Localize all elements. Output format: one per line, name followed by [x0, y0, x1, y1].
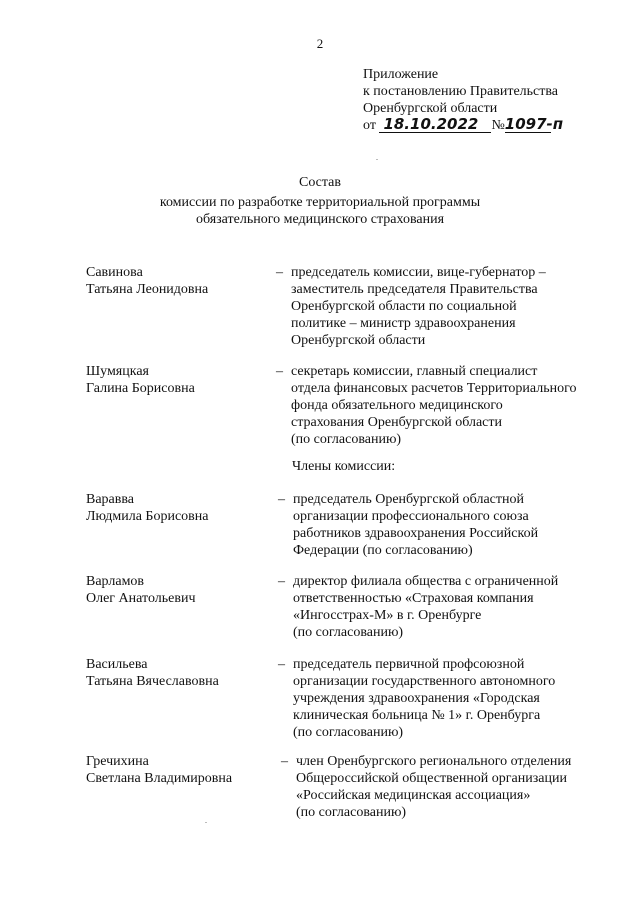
- member-name: [86, 264, 286, 298]
- date-prefix: от: [363, 118, 376, 133]
- role-line: Оренбургской области: [291, 333, 426, 348]
- member-given-name: Галина Борисовна: [86, 381, 195, 396]
- scan-speck: [205, 822, 207, 823]
- members-heading: Члены комиссии:: [292, 459, 396, 474]
- member-role: [291, 363, 576, 448]
- title-line-1: комиссии по разработке территориальной программы: [159, 195, 481, 210]
- member-surname: Варламов: [86, 574, 145, 589]
- member-given-name: Олег Анатольевич: [86, 591, 196, 606]
- member-dash: –: [278, 657, 285, 672]
- member-name: [86, 753, 286, 787]
- member-dash: –: [276, 265, 283, 280]
- appendix-date-line: [363, 115, 564, 134]
- role-line: работников здравоохранения Российской: [293, 526, 539, 541]
- member-name: [86, 491, 286, 525]
- role-line: председатель комиссии, вице-губернатор –: [291, 265, 546, 280]
- role-line: отдела финансовых расчетов Территориального: [291, 381, 577, 396]
- member-surname: Варавва: [86, 492, 135, 507]
- member-role: [293, 573, 558, 641]
- document-title: [0, 174, 640, 228]
- member-given-name: Татьяна Леонидовна: [86, 282, 209, 297]
- role-line: член Оренбургского регионального отделения: [296, 754, 572, 769]
- member-given-name: Светлана Владимировна: [86, 771, 233, 786]
- role-line: организации профессионального союза: [293, 509, 529, 524]
- member-dash: –: [281, 754, 288, 769]
- role-line: заместитель председателя Правительства: [291, 282, 538, 297]
- appendix-region: Оренбургской области: [363, 101, 498, 116]
- role-line: учреждения здравоохранения «Городская: [293, 691, 540, 706]
- member-role: [293, 656, 555, 741]
- member-role: [296, 753, 571, 821]
- role-line: ответственностью «Страховая компания: [293, 591, 534, 606]
- role-line: клиническая больница № 1» г. Оренбурга: [293, 708, 541, 723]
- page-number: 2: [316, 36, 324, 51]
- role-line: директор филиала общества с ограниченной: [293, 574, 559, 589]
- member-role: [293, 491, 538, 559]
- member-surname: Шумяцкая: [86, 364, 149, 379]
- role-line: Общероссийской общественной организации: [296, 771, 567, 786]
- title-line-2: обязательного медицинского страхования: [195, 212, 445, 227]
- scan-speck: [376, 159, 378, 160]
- member-name: [86, 656, 286, 690]
- member-role: [291, 264, 546, 349]
- member-dash: –: [278, 574, 285, 589]
- role-line: секретарь комиссии, главный специалист: [291, 364, 538, 379]
- member-surname: Васильева: [86, 657, 148, 672]
- member-dash: –: [278, 492, 285, 507]
- role-line: (по согласованию): [291, 432, 402, 447]
- member-given-name: Татьяна Вячеславовна: [86, 674, 219, 689]
- role-line: «Российская медицинская ассоциация»: [296, 788, 531, 803]
- appendix-label: Приложение: [363, 67, 439, 82]
- role-line: председатель первичной профсоюзной: [293, 657, 525, 672]
- role-line: страхования Оренбургской области: [291, 415, 502, 430]
- role-line: (по согласованию): [293, 625, 404, 640]
- role-line: организации государственного автономного: [293, 674, 556, 689]
- role-line: политике – министр здравоохранения: [291, 316, 516, 331]
- role-line: председатель Оренбургской областной: [293, 492, 524, 507]
- member-surname: Гречихина: [86, 754, 149, 769]
- member-surname: Савинова: [86, 265, 143, 280]
- role-line: фонда обязательного медицинского: [291, 398, 503, 413]
- appendix-block: [363, 66, 564, 134]
- handwritten-number: 1097-п: [504, 115, 564, 133]
- role-line: Оренбургской области по социальной: [291, 299, 517, 314]
- number-prefix: №: [491, 118, 505, 133]
- title-heading: Состав: [298, 175, 341, 190]
- role-line: (по согласованию): [293, 725, 404, 740]
- role-line: «Ингосстрах-М» в г. Оренбурге: [293, 608, 482, 623]
- appendix-decree: к постановлению Правительства: [363, 84, 559, 99]
- handwritten-date: 18.10.2022: [379, 117, 491, 133]
- member-dash: –: [276, 364, 283, 379]
- member-name: [86, 363, 286, 397]
- member-name: [86, 573, 286, 607]
- role-line: Федерации (по согласованию): [293, 543, 473, 558]
- role-line: (по согласованию): [296, 805, 407, 820]
- member-given-name: Людмила Борисовна: [86, 509, 209, 524]
